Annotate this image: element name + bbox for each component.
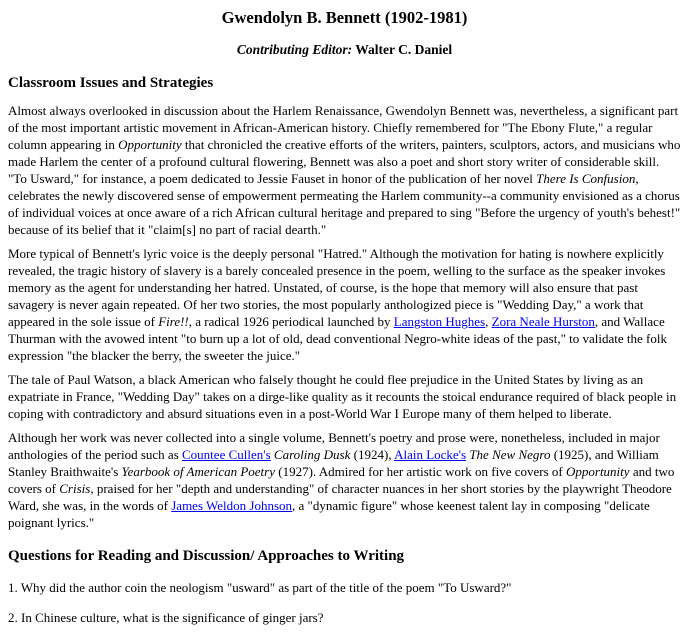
italic-text: Opportunity [566,464,630,479]
text-run: Although her work was never collected into a single volume, Bennett's poetry and prose were, nonetheless, included in major anthologies of the period such as [8,430,660,462]
italic-text: Yearbook of American Poetry [121,464,276,479]
text-run: More typical of Bennett's lyric voice is the deeply personal "Hatred." Although the motivation for hating is nowhere explicitly revealed, the tragic history of slavery is a barely concealed presence in the poem, welling to the surface as the speaker invokes memory as the agent for understanding her hatred. Unstated, of course, is the hope that memory will also ensure that past savagery is never again repeated. Of her two stories, the most popularly anthologized piece is "Wedding Day," a work that appeared in the sole issue of [8,246,666,329]
contributing-editor-label: Contributing Editor: [236,42,353,57]
link-zora-neale-hurston[interactable]: Zora Neale Hurston [491,314,595,329]
italic-text: Fire!! [158,314,189,329]
paragraph [8,245,681,364]
italic-text: There Is Confusion [536,171,636,186]
text-run: , [485,314,492,329]
link-alain-locke-s[interactable]: Alain Locke's [394,447,467,462]
text-run: and two covers of [8,464,675,496]
text-run: that chronicled the creative efforts of the writers, painters, sculptors, actors, and musicians who made Harlem the center of a profound cultural flowering, Bennett was also a poet and short story writer of considerable skill. "To Usward," for instance, a poem dedicated to Jessie Fauset in honor of the publication of her novel [8,137,681,186]
link-james-weldon-johnson[interactable]: James Weldon Johnson [171,498,292,513]
paragraph [8,371,681,422]
text-run: (1925), and William Stanley Braithwaite's [8,447,659,479]
paragraph [8,609,681,626]
section-heading-questions: Questions for Reading and Discussion/ Approaches to Writing [8,548,405,564]
text-run: The tale of Paul Watson, a black American who falsely thought he could flee prejudice in the United States by living as an expatriate in France, "Wedding Day" takes on a dirge-like quality as it recounts the stoical endurance required of black people in coping with contradictory and absurd situations even in a post-World War I Europe many of them helped to liberate. [8,372,677,421]
italic-text: The New Negro [469,447,551,462]
italic-text: Crisis [59,481,91,496]
document-body [8,74,681,626]
contributing-editor-name: Walter C. Daniel [355,42,453,57]
link-langston-hughes[interactable]: Langston Hughes [393,314,486,329]
text-run: 2. In Chinese culture, what is the significance of ginger jars? [8,610,324,625]
text-run: , celebrates the newly discovered sense of empowerment permeating the Harlem community--a community envisioned as a chorus of individual voices at once aware of a rich African cultural heritage and prepared to sing "Before the urgency of youth's behest!" because of its belief that it "claim[s] no part of racial dearth." [8,171,681,237]
page-title: Gwendolyn B. Bennett (1902-1981) [221,8,468,27]
italic-text: Caroling Dusk [273,447,351,462]
document-page [8,8,681,626]
text-run: Almost always overlooked in discussion about the Harlem Renaissance, Gwendolyn Bennett was, nevertheless, a significant part of the most important artistic movement in African-American history. Chiefly remembered for "The Ebony Flute," a regular column appearing in [8,103,679,152]
text-run: , a radical 1926 periodical launched by [188,314,394,329]
paragraph [8,102,681,238]
text-run: 1. Why did the author coin the neologism "usward" as part of the title of the poem "To Usward?" [8,580,512,595]
section-heading-classroom-issues: Classroom Issues and Strategies [8,75,214,91]
text-run: (1927). Admired for her artistic work on five covers of [275,464,566,479]
link-countee-cullen-s[interactable]: Countee Cullen's [182,447,271,462]
italic-text: Opportunity [118,137,182,152]
text-run: (1924), [350,447,395,462]
text-run: , a "dynamic figure" whose keenest talent lay in composing "delicate poignant lyrics." [8,498,650,530]
paragraph [8,429,681,531]
contributing-editor-line [8,41,681,58]
text-run: , praised for her "depth and understanding" of character nuances in her short stories by the playwright Theodore Ward, she was, in the words of [8,481,672,513]
text-run: , and Wallace Thurman with the avowed intent "to burn up a lot of old, dead conventional Negro-white ideas of the past," to validate the folk expression "the blacker the berry, the sweeter the juice." [8,314,667,363]
paragraph [8,579,681,596]
